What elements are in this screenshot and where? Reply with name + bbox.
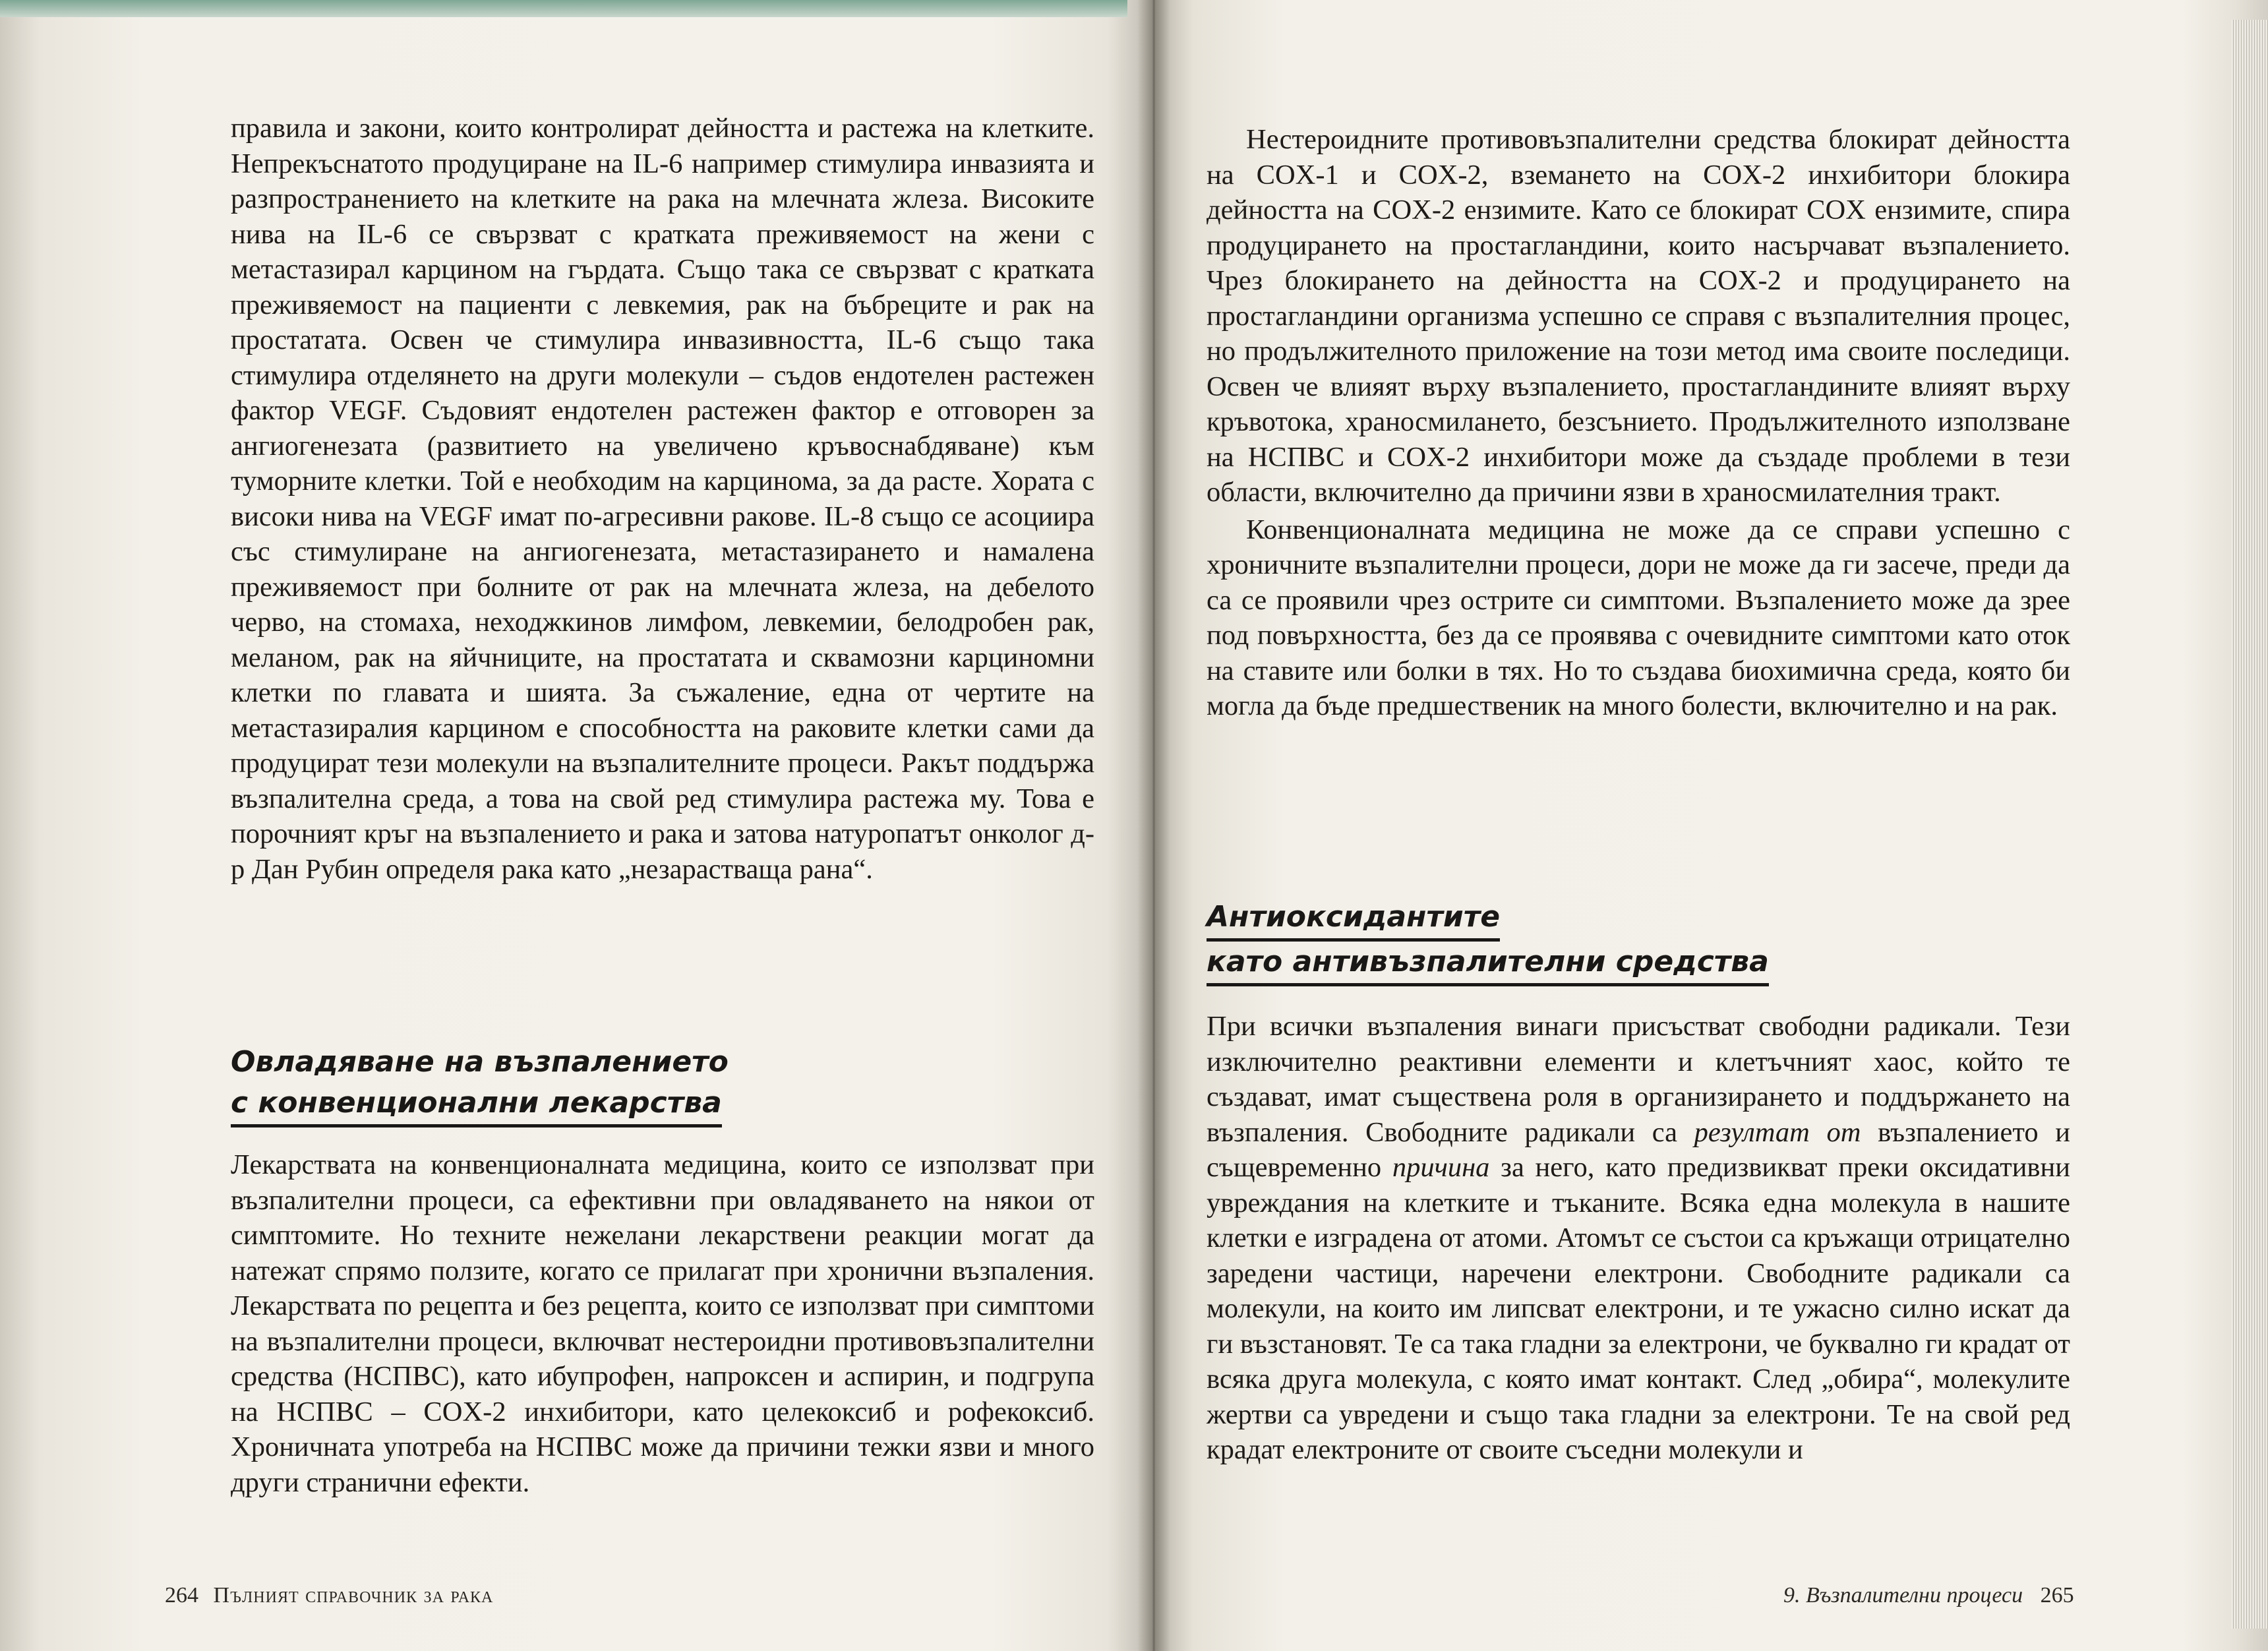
emphasis-text: причина <box>1392 1152 1490 1183</box>
paragraph-text: възпалението и същевременно <box>1207 1116 2070 1183</box>
page-edges <box>2231 20 2268 1629</box>
right-body-bottom <box>1207 1009 2070 1468</box>
running-title: Пълният справочник за рака <box>213 1583 494 1607</box>
book-gutter <box>1137 0 1170 1651</box>
paragraph: правила и закони, които контролират дейността и растежа на клетките. Непрекъснатото продуциране на IL-6 например стимулира инвазията и разпространението на клетките на рака на млечната жлеза. Високите нива на IL-6 се свързват с кратката преживяемост на жени с метастазирал карцином на гърдата. Също така се свързват с кратката преживяемост на пациенти с левкемия, рак на бъбреците и рак на простатата. Освен че стимулира инвазивността, IL-6 също така стимулира отделянето на други молекули – съдов ендотелен растежен фактор VEGF. Съдовият ендотелен растежен фактор е отговорен за ангиогенезата (развитието на увеличено кръвоснабдяване) към туморните клетки. Той е необходим на карцинома, за да расте. Хората с високи нива на VEGF имат по-агресивни ракове. IL-8 също се асоциира със стимулиране на ангиогенезата, метастазирането и намалена преживяемост при болните от рак на млечната жлеза, на дебелото черво, на стомаха, неходжкинов лимфом, левкемии, белодробен рак, меланом, рак на яйчниците, на простатата и сквамозни карциномни клетки по главата и шията. За съжаление, една от чертите на метастазиралия карцином е способността на раковите клетки сами да продуцират тези молекули на възпалителните процеси. Ракът поддържа възпалителна среда, а това на свой ред стимулира растежа му. Това е порочният кръг на възпалението и рака и затова натуропатът онколог д-р Дан Рубин определя рака като „незарастваща рана“. <box>231 113 1094 885</box>
paragraph: Конвенционалната медицина не може да се справи успешно с хроничните възпалителни процеси, дори не може да ги засече, преди да са се проявили чрез острите си симптоми. Възпалението може да зрее под повърхността, без да се проявява с очевидните симптоми като оток на ставите или болки в тях. Но то създава биохимична среда, която би могла да бъде предшественик на много болести, включително и на рак. <box>1207 514 2070 721</box>
paragraph: Лекарствата на конвенционалната медицина, които се използват при възпалителни процеси, са ефективни при овладяването на някои от симптомите. Но техните нежелани лекарствени реакции могат да натежат спрямо ползите, когато се прилагат при хронични възпаления. Лекарствата по рецепта и без рецепта, които се използват при симптоми на възпалителни процеси, включват нестероидни противовъзпалителни средства (НСПВС), като ибупрофен, напроксен и аспирин, и подгрупа на НСПВС – COX-2 инхибитори, като целекоксиб и рофекоксиб. Хроничната употреба на НСПВС може да причини тежки язви и много други странични ефекти. <box>231 1149 1094 1498</box>
left-footer <box>165 1582 493 1609</box>
heading-line-1: Овладяване на възпалението <box>231 1045 729 1079</box>
heading-line-2: като антивъзпалителни средства <box>1207 942 1769 986</box>
running-chapter: 9. Възпалителни процеси <box>1783 1583 2023 1607</box>
heading-line-1: Антиоксидантите <box>1207 897 1500 942</box>
page-number: 265 <box>2040 1583 2074 1607</box>
top-edge-band <box>0 0 1127 17</box>
paragraph <box>1207 1009 2070 1468</box>
heading-line-2: с конвенционални лекарства <box>231 1083 722 1127</box>
right-body-top <box>1207 122 2070 724</box>
section-heading-conventional-drugs <box>231 1042 729 1127</box>
paragraph-text: При всички възпаления винаги присъстват свободни радикали. Тези изключително реактивни елементи и клетъчният хаос, който те създават, имат съществена роля в организирането и поддържането на възпаления. Свободните радикали са <box>1207 1011 2070 1148</box>
paragraph-text: за него, като предизвикват преки оксидативни увреждания на клетките и тъканите. Всяка една молекула в нашите клетки е изградена от атоми. Атомът се състои са кръжащи отрицателно заредени частици, наречени електрони. Свободните радикали са молекули, на които им липсват електрони, и те ужасно силно искат да ги възстановят. Те са така гладни за електрони, че буквално ги крадат от всяка друга молекула, с която имат контакт. След „обира“, молекулите жертви са увредени и също така гладни за електрони. Те на свой ред крадат електроните от своите съседни молекули и <box>1207 1152 2070 1465</box>
left-body-bottom <box>231 1147 1094 1500</box>
section-heading-antioxidants <box>1207 897 1769 986</box>
page-number: 264 <box>165 1583 198 1607</box>
right-footer <box>1783 1582 2074 1609</box>
paragraph: Нестероидните противовъзпалителни средства блокират дейността на COX-1 и COX-2, вземането на COX-2 инхибитори блокира дейността на COX-2 ензимите. Като се блокират COX ензимите, спира продуцирането на простагландини, които насърчават възпалението. Чрез блокирането на дейността на COX-2 и продуцирането на простагландини организма успешно се справя с възпалителния процес, но продължителното приложение на този метод има своите последици. Освен че влияят върху възпалението, простагландините влияят върху кръвотока, храносмилането, безсънието. Продължителното използване на НСПВС и COX-2 инхибитори може да създаде проблеми в тези области, включително да причини язви в храносмилателния тракт. <box>1207 124 2070 508</box>
emphasis-text: резултат от <box>1694 1116 1861 1148</box>
left-body-top <box>231 111 1094 887</box>
